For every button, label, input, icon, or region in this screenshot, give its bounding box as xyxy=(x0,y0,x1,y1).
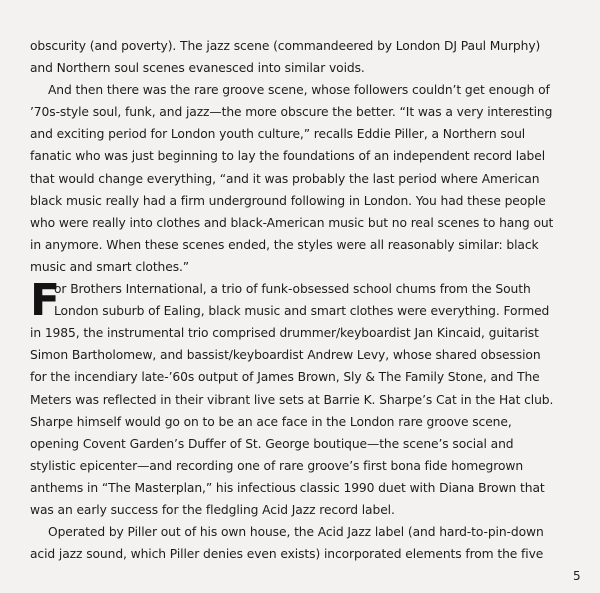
body-text xyxy=(30,35,565,565)
text-line: or Brothers International, a trio of funk-obsessed school chums from the South xyxy=(54,282,531,297)
paragraph xyxy=(30,275,565,521)
text-line: anthems in “The Masterplan,” his infectious classic 1990 duet with Diana Brown that xyxy=(30,480,545,495)
text-line: Simon Bartholomew, and bassist/keyboardist Andrew Levy, whose shared obsession xyxy=(30,348,541,363)
text-line: was an early success for the fledgling Acid Jazz record label. xyxy=(30,502,395,517)
text-line: music and smart clothes.” xyxy=(30,259,190,274)
text-line: stylistic epicenter—and recording one of rare groove’s first bona fide homegrown xyxy=(30,458,524,473)
text-line: London suburb of Ealing, black music and smart clothes were everything. Formed xyxy=(54,304,550,319)
text-line: obscurity (and poverty). The jazz scene (commandeered by London DJ Paul Murphy) xyxy=(30,39,541,53)
text-line: who were really into clothes and black-American music but no real scenes to hang out xyxy=(30,215,554,230)
text-line: opening Covent Garden’s Duffer of St. George boutique—the scene’s social and xyxy=(30,436,514,451)
text-line: and Northern soul scenes evanesced into similar voids. xyxy=(30,61,365,76)
text-line: Meters was reflected in their vibrant live sets at Barrie K. Sharpe’s Cat in the Hat club. xyxy=(30,392,554,407)
text-line: Operated by Piller out of his own house, the Acid Jazz label (and hard-to-pin-down xyxy=(48,525,544,540)
text-line: in 1985, the instrumental trio comprised drummer/keyboardist Jan Kincaid, guitarist xyxy=(30,326,539,341)
drop-cap: F xyxy=(30,275,60,326)
text-line: fanatic who was just beginning to lay the foundations of an independent record label xyxy=(30,149,546,164)
text-line: in anymore. When these scenes ended, the styles were all reasonably similar: black xyxy=(30,237,539,252)
text-line: that would change everything, “and it was probably the last period where American xyxy=(30,171,540,186)
text-line: Sharpe himself would go on to be an ace face in the London rare groove scene, xyxy=(30,414,512,429)
text-line: acid jazz sound, which Piller denies even exists) incorporated elements from the five xyxy=(30,547,544,562)
text-line: And then there was the rare groove scene, whose followers couldn’t get enough of xyxy=(48,83,550,98)
text-line: black music really had a firm underground following in London. You had these people xyxy=(30,193,546,208)
text-line: ’70s-style soul, funk, and jazz—the more obscure the better. “It was a very interesting xyxy=(30,105,553,120)
paragraph xyxy=(30,79,565,278)
text-line: and exciting period for London youth culture,” recalls Eddie Piller, a Northern soul xyxy=(30,127,526,142)
paragraph xyxy=(30,35,565,79)
text-line: for the incendiary late-’60s output of James Brown, Sly & The Family Stone, and The xyxy=(30,370,540,385)
paragraph xyxy=(30,521,565,565)
page-number: 5 xyxy=(573,569,581,583)
